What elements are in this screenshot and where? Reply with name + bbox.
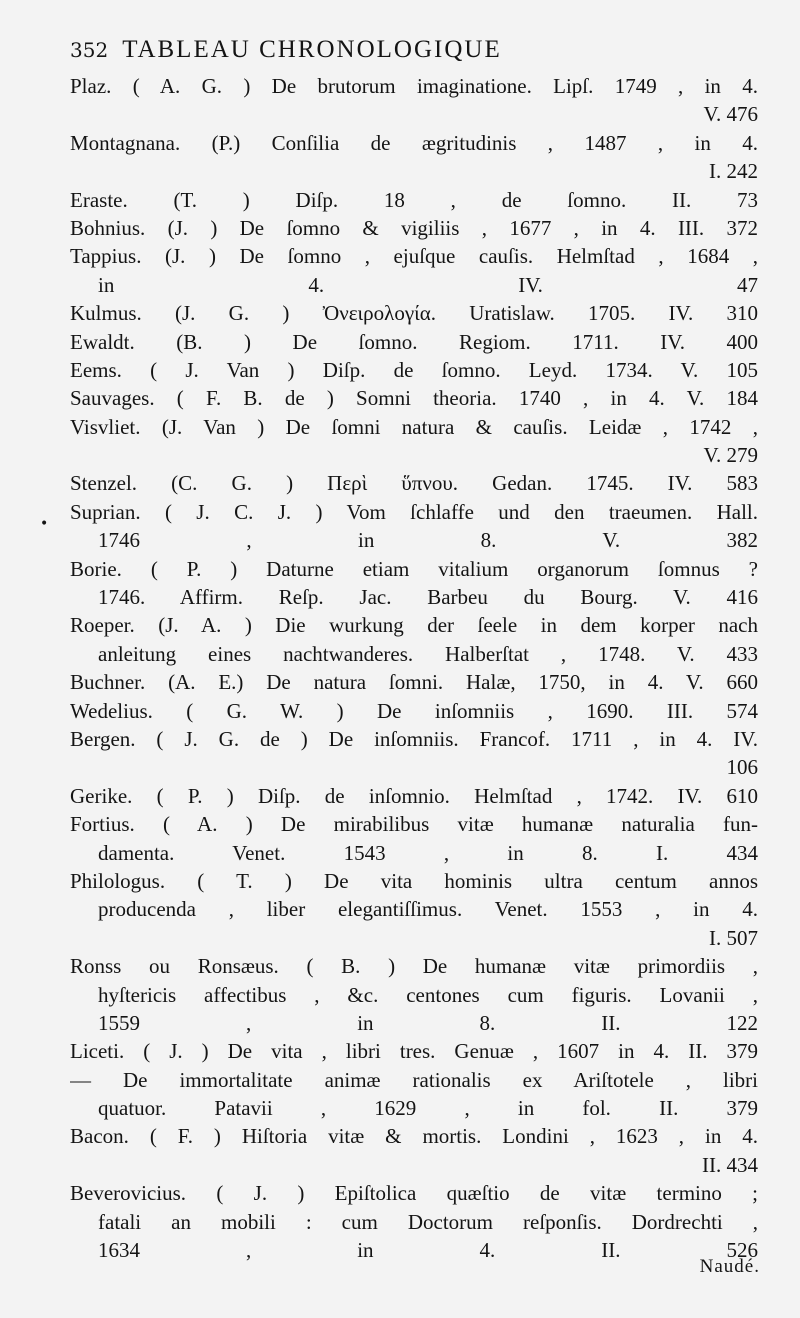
text-line: anleitung eines nachtwanderes. Halberſtat , 1748. V. 433 [98, 641, 758, 666]
text-line: Suprian. ( J. C. J. ) Vom ſchlaffe und den traeumen. Hall. [70, 499, 758, 524]
text-line: V. 279 [703, 443, 758, 468]
text-line: Borie. ( P. ) Daturne etiam vitalium organorum ſomnus ? [70, 556, 758, 581]
text-line: Bergen. ( J. G. de ) De inſomniis. Francof. 1711 , in 4. IV. [70, 726, 758, 751]
text-line: Montagnana. (P.) Conſilia de ægritudinis , 1487 , in 4. [70, 130, 758, 155]
text-line: in 4. IV. 47 [98, 272, 758, 297]
text-line: 1559 , in 8. II. 122 [98, 1010, 758, 1035]
text-line: I. 242 [709, 159, 758, 184]
text-line: Roeper. (J. A. ) Die wurkung der ſeele in dem korper nach [70, 613, 758, 638]
text-line: 106 [726, 755, 758, 780]
bibliography-entries [70, 72, 758, 1264]
text-line: 1746. Affirm. Reſp. Jac. Barbeu du Bourg. V. 416 [98, 585, 758, 610]
text-line: Liceti. ( J. ) De vita , libri tres. Genuæ , 1607 in 4. II. 379 [70, 1039, 758, 1064]
text-line: Beverovicius. ( J. ) Epiſtolica quæſtio de vitæ termino ; [70, 1181, 758, 1206]
text-line: I. 507 [709, 925, 758, 950]
text-line: 1746 , in 8. V. 382 [98, 528, 758, 553]
page-number: 352 [70, 38, 109, 62]
text-line: 1634 , in 4. II. 526 [98, 1238, 758, 1263]
text-line: Philologus. ( T. ) De vita hominis ultra centum annos [70, 868, 758, 893]
catchword: Naudé. [699, 1256, 760, 1277]
text-line: Stenzel. (C. G. ) Περὶ ὕπνου. Gedan. 1745. IV. 583 [70, 471, 758, 496]
text-line: — De immortalitate animæ rationalis ex Ariſtotele , libri [70, 1067, 758, 1092]
text-line: Fortius. ( A. ) De mirabilibus vitæ humanæ naturalia fun- [70, 812, 758, 837]
text-line: fatali an mobili : cum Doctorum reſponſis. Dordrechti , [98, 1209, 758, 1234]
text-line: hyſtericis affectibus , &c. centones cum figuris. Lovanii , [98, 982, 758, 1007]
text-line: Eems. ( J. Van ) Diſp. de ſomno. Leyd. 1734. V. 105 [70, 357, 758, 382]
text-line: V. 476 [703, 102, 758, 127]
margin-mark: • [40, 516, 49, 532]
text-line: Ronss ou Ronsæus. ( B. ) De humanæ vitæ primordiis , [70, 954, 758, 979]
page-header [70, 36, 758, 70]
text-line: II. 434 [702, 1152, 758, 1177]
text-line: Buchner. (A. E.) De natura ſomni. Halæ, 1750, in 4. V. 660 [70, 670, 758, 695]
text-line: Wedelius. ( G. W. ) De inſomniis , 1690. III. 574 [70, 698, 758, 723]
text-line: Bohnius. (J. ) De ſomno & vigiliis , 1677 , in 4. III. 372 [70, 215, 758, 240]
text-line: producenda , liber elegantiſſimus. Venet. 1553 , in 4. [98, 897, 758, 922]
text-line: Bacon. ( F. ) Hiſtoria vitæ & mortis. Londini , 1623 , in 4. [70, 1124, 758, 1149]
text-line: Tappius. (J. ) De ſomno , ejuſque cauſis. Helmſtad , 1684 , [70, 244, 758, 269]
text-line: Eraste. (T. ) Diſp. 18 , de ſomno. II. 73 [70, 187, 758, 212]
running-title: TABLEAU CHRONOLOGIQUE [122, 36, 502, 63]
text-line: Plaz. ( A. G. ) De brutorum imaginatione. Lipſ. 1749 , in 4. [70, 74, 758, 98]
text-line: Kulmus. (J. G. ) Ὀνειρολογία. Uratislaw. 1705. IV. 310 [70, 301, 758, 326]
text-line: Ewaldt. (B. ) De ſomno. Regiom. 1711. IV. 400 [70, 329, 758, 354]
text-line: Gerike. ( P. ) Diſp. de inſomnio. Helmſtad , 1742. IV. 610 [70, 783, 758, 808]
text-line: Visvliet. (J. Van ) De ſomni natura & cauſis. Leidæ , 1742 , [70, 414, 758, 439]
text-line: quatuor. Patavii , 1629 , in fol. II. 379 [98, 1096, 758, 1121]
text-line: damenta. Venet. 1543 , in 8. I. 434 [98, 840, 758, 865]
text-line: Sauvages. ( F. B. de ) Somni theoria. 1740 , in 4. V. 184 [70, 386, 758, 411]
